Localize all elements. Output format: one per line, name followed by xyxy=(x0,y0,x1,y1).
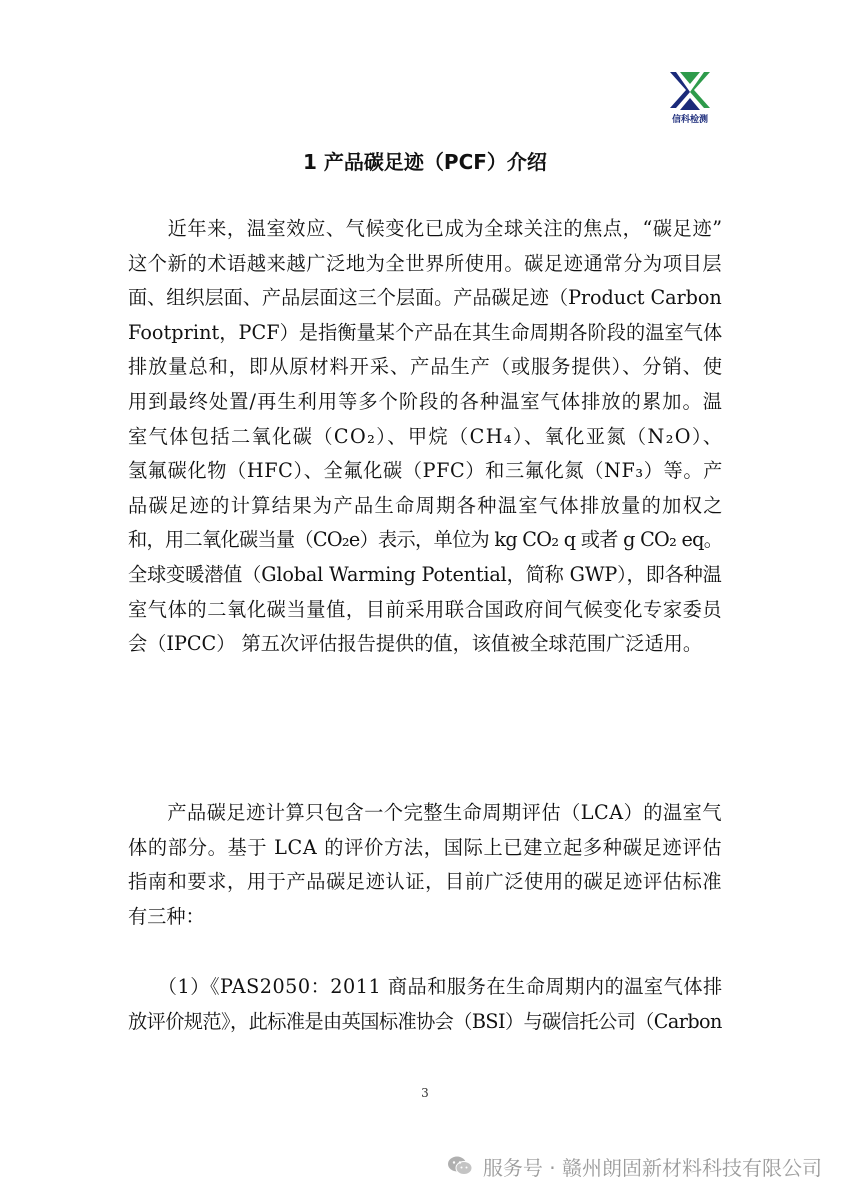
text-line: 指南和要求，用于产品碳足迹认证，目前广泛使用的碳足迹评估标准 xyxy=(128,870,723,894)
text-line: 和，用二氧化碳当量（CO₂e）表示，单位为 kg CO₂ q 或者 g CO₂ eq。 xyxy=(128,528,723,552)
text-line: 用到最终处置/再生利用等多个阶段的各种温室气体排放的累加。温 xyxy=(128,389,723,413)
text-line: 会（IPCC） 第五次评估报告提供的值，该值被全球范围广泛适用。 xyxy=(128,632,703,656)
xinke-logo-icon xyxy=(666,70,714,112)
page-number: 3 xyxy=(421,1086,429,1100)
text-line: 这个新的术语越来越广泛地为全世界所使用。碳足迹通常分为项目层 xyxy=(128,251,723,275)
text-line: 产品碳足迹计算只包含一个完整生命周期评估（LCA）的温室气 xyxy=(128,801,723,824)
text-line: 全球变暖潜值（Global Warming Potential，简称 GWP），即各种温 xyxy=(128,562,722,586)
wechat-icon xyxy=(447,1155,473,1177)
text-line: 有三种： xyxy=(128,904,205,928)
text-line: 排放量总和，即从原材料开采、产品生产（或服务提供）、分销、使 xyxy=(128,355,723,379)
paragraph-2 xyxy=(128,796,722,934)
paragraph-1 xyxy=(128,212,722,662)
watermark xyxy=(447,1150,822,1182)
page-title: 1 产品碳足迹（PCF）介绍 xyxy=(303,150,547,174)
xinke-logo xyxy=(666,70,714,126)
text-line: 氢氟碳化物（HFC）、全氟化碳（PFC）和三氟化氮（NF₃）等。产 xyxy=(128,459,723,483)
text-line: 面、组织层面、产品层面这三个层面。产品碳足迹（Product Carbon xyxy=(128,286,722,310)
watermark-text: 服务号 · 赣州朗固新材料科技有限公司 xyxy=(482,1155,822,1180)
text-line: 放评价规范》，此标准是由英国标准协会（BSI）与碳信托公司（Carbon xyxy=(128,1009,722,1033)
text-line: 室气体包括二氧化碳（CO₂）、甲烷（CH₄）、氧化亚氮（N₂O）、 xyxy=(128,424,724,448)
text-line: 体的部分。基于 LCA 的评价方法，国际上已建立起多种碳足迹评估 xyxy=(128,835,723,859)
text-line: 近年来，温室效应、气候变化已成为全球关注的焦点，“碳足迹” xyxy=(128,217,723,240)
text-line: Footprint，PCF）是指衡量某个产品在其生命周期各阶段的温室气体 xyxy=(128,320,723,344)
logo-text: 信科检测 xyxy=(671,115,708,125)
text-line: 室气体的二氧化碳当量值，目前采用联合国政府间气候变化专家委员 xyxy=(128,597,723,621)
text-line: （1）《PAS2050：2011 商品和服务在生命周期内的温室气体排 xyxy=(128,975,723,998)
text-line: 品碳足迹的计算结果为产品生命周期各种温室气体排放量的加权之 xyxy=(128,493,724,517)
paragraph-3 xyxy=(128,970,722,1039)
